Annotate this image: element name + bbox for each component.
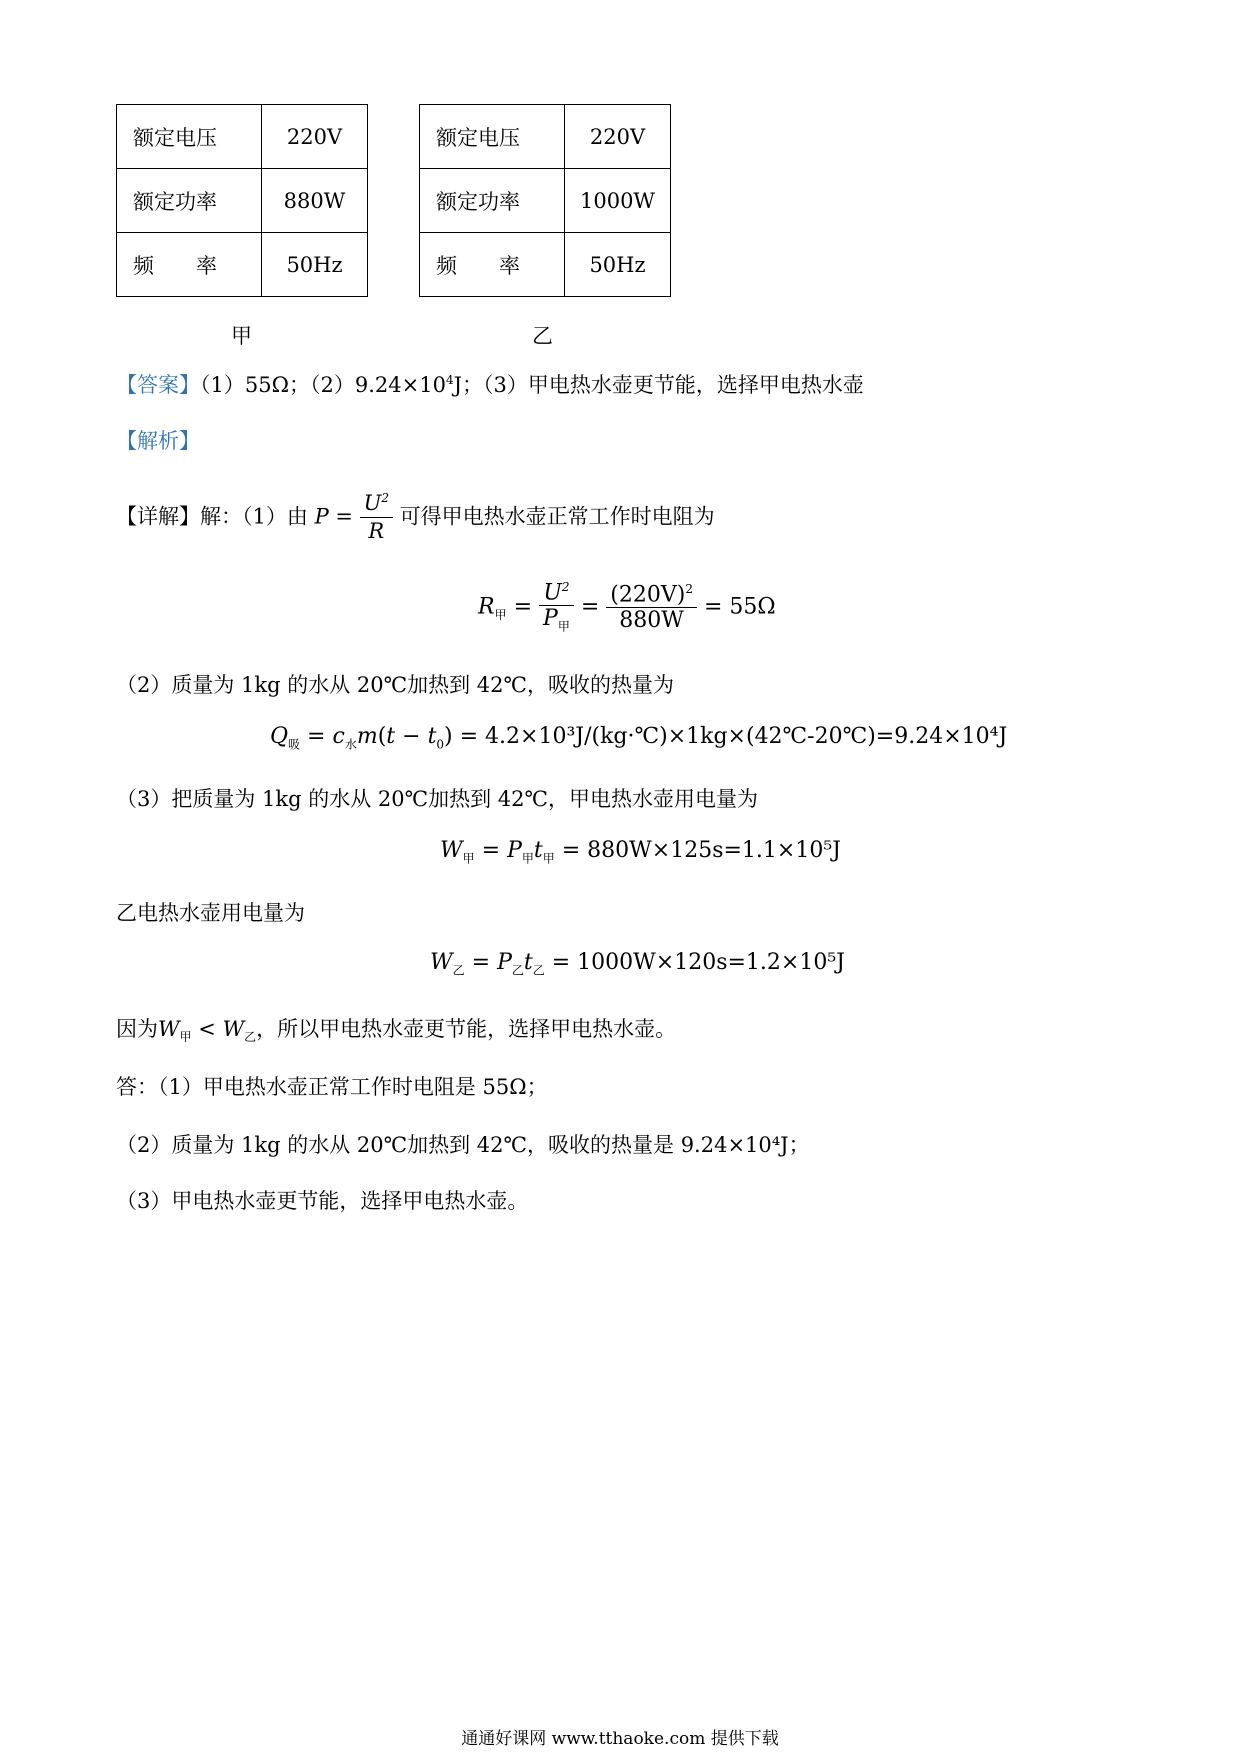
because-lead: 因为 (116, 1017, 158, 1041)
detail-lead: 解：（1）由 (200, 504, 308, 529)
because-tail: ，所以甲电热水壶更节能，选择甲电热水壶。 (256, 1017, 677, 1041)
table-row (117, 105, 368, 169)
answer-tag: 【答案】 (116, 373, 200, 397)
detail-tail: 可得甲电热水壶正常工作时电阻为 (399, 504, 715, 529)
eq1-fraction-1: $\frac{U^2}{P_甲}$ (539, 580, 574, 635)
eq3-rhs: = 880W×125s=1.1×10⁵J (561, 838, 841, 863)
table-cell-value: 50Hz (565, 233, 671, 297)
answer-text-2: 9.24×10 (354, 373, 446, 397)
because-line: 因为$W_甲 < W_乙$，所以甲电热水壶更节能，选择甲电热水壶。 (116, 1017, 677, 1045)
answer-text-1: （1）55Ω；（2） (200, 373, 355, 397)
conclusion-line-3: （3）甲电热水壶更节能，选择甲电热水壶。 (116, 1189, 529, 1213)
formula-denominator: R (368, 519, 385, 544)
equation-energy-jia: $W_甲 = P_甲t_甲 = 880W\times 125s=1.1\times 10^5J$ (440, 838, 841, 866)
part-2-line: （2）质量为 1kg 的水从 20℃加热到 42℃，吸收的热量为 (116, 673, 675, 697)
table-caption-yi: 乙 (532, 324, 553, 348)
table-cell-label: 频 率 (117, 233, 262, 297)
eq4-rhs: = 1000W×120s=1.2×10⁵J (551, 950, 845, 975)
detail-tag: 【详解】 (116, 504, 200, 529)
equation-heat: $Q_吸 = c_水m(t - t_0)$ = 4.2×10³J/(kg·℃)×1kg×(42℃-20℃)=9.24×10⁴J (270, 724, 1008, 752)
page-footer: 通通好课网 www.tthaoke.com 提供下载 (461, 1729, 779, 1749)
conclusion-line-2: （2）质量为 1kg 的水从 20℃加热到 42℃，吸收的热量是 9.24×10⁴J； (116, 1133, 810, 1157)
table-row (117, 233, 368, 297)
table-row (420, 169, 671, 233)
spec-table-yi (419, 104, 671, 297)
formula-numerator: $U^2$ (360, 490, 393, 518)
table-cell-value: 220V (565, 105, 671, 169)
detail-line: 【详解】解：（1）由 P = $\frac{U^2}{R}$ 可得甲电热水壶正常工作时电阻为 (116, 490, 715, 546)
equation-resistance: $R_甲$ = $\frac{U^2}{P_甲}$ = $\frac{(220V)^2}{880W}$ = 55Ω (478, 580, 776, 634)
eq1-rhs: = 55Ω (703, 594, 776, 620)
table-cell-value: 50Hz (262, 233, 368, 297)
eq1-den: 880W (619, 608, 684, 634)
formula-fraction (360, 490, 393, 546)
eq1-fraction-2: $\frac{(220V)^2}{880W}$ (606, 582, 697, 633)
eq2-rhs: = 4.2×10³J/(kg·℃)×1kg×(42℃-20℃)=9.24×10⁴J (459, 724, 1008, 749)
table-row (420, 105, 671, 169)
part-3-line: （3）把质量为 1kg 的水从 20℃加热到 42℃，甲电热水壶用电量为 (116, 787, 759, 811)
table-cell-label: 频 率 (420, 233, 565, 297)
table-cell-value: 880W (262, 169, 368, 233)
analysis-tag: 【解析】 (116, 429, 200, 453)
table-cell-label: 额定电压 (117, 105, 262, 169)
yi-line: 乙电热水壶用电量为 (116, 901, 305, 925)
table-row (420, 233, 671, 297)
equation-energy-yi: $W_乙 = P_乙t_乙 = 1000W\times 120s=1.2\times 10^5J$ (430, 950, 845, 978)
table-cell-value: 220V (262, 105, 368, 169)
table-cell-value: 1000W (565, 169, 671, 233)
table-cell-label: 额定功率 (117, 169, 262, 233)
table-caption-jia: 甲 (231, 324, 252, 348)
formula-p: P (314, 504, 329, 529)
answer-exponent: 4 (445, 373, 454, 387)
eq1-num: (220V) (610, 582, 686, 608)
table-row (117, 169, 368, 233)
table-cell-label: 额定功率 (420, 169, 565, 233)
spec-table-jia (116, 104, 368, 297)
conclusion-line-1: 答：（1）甲电热水壶正常工作时电阻是 55Ω； (116, 1075, 548, 1099)
answer-text-3: J；（3）甲电热水壶更节能，选择甲电热水壶 (453, 373, 864, 397)
table-cell-label: 额定电压 (420, 105, 565, 169)
answer-line (116, 372, 864, 399)
